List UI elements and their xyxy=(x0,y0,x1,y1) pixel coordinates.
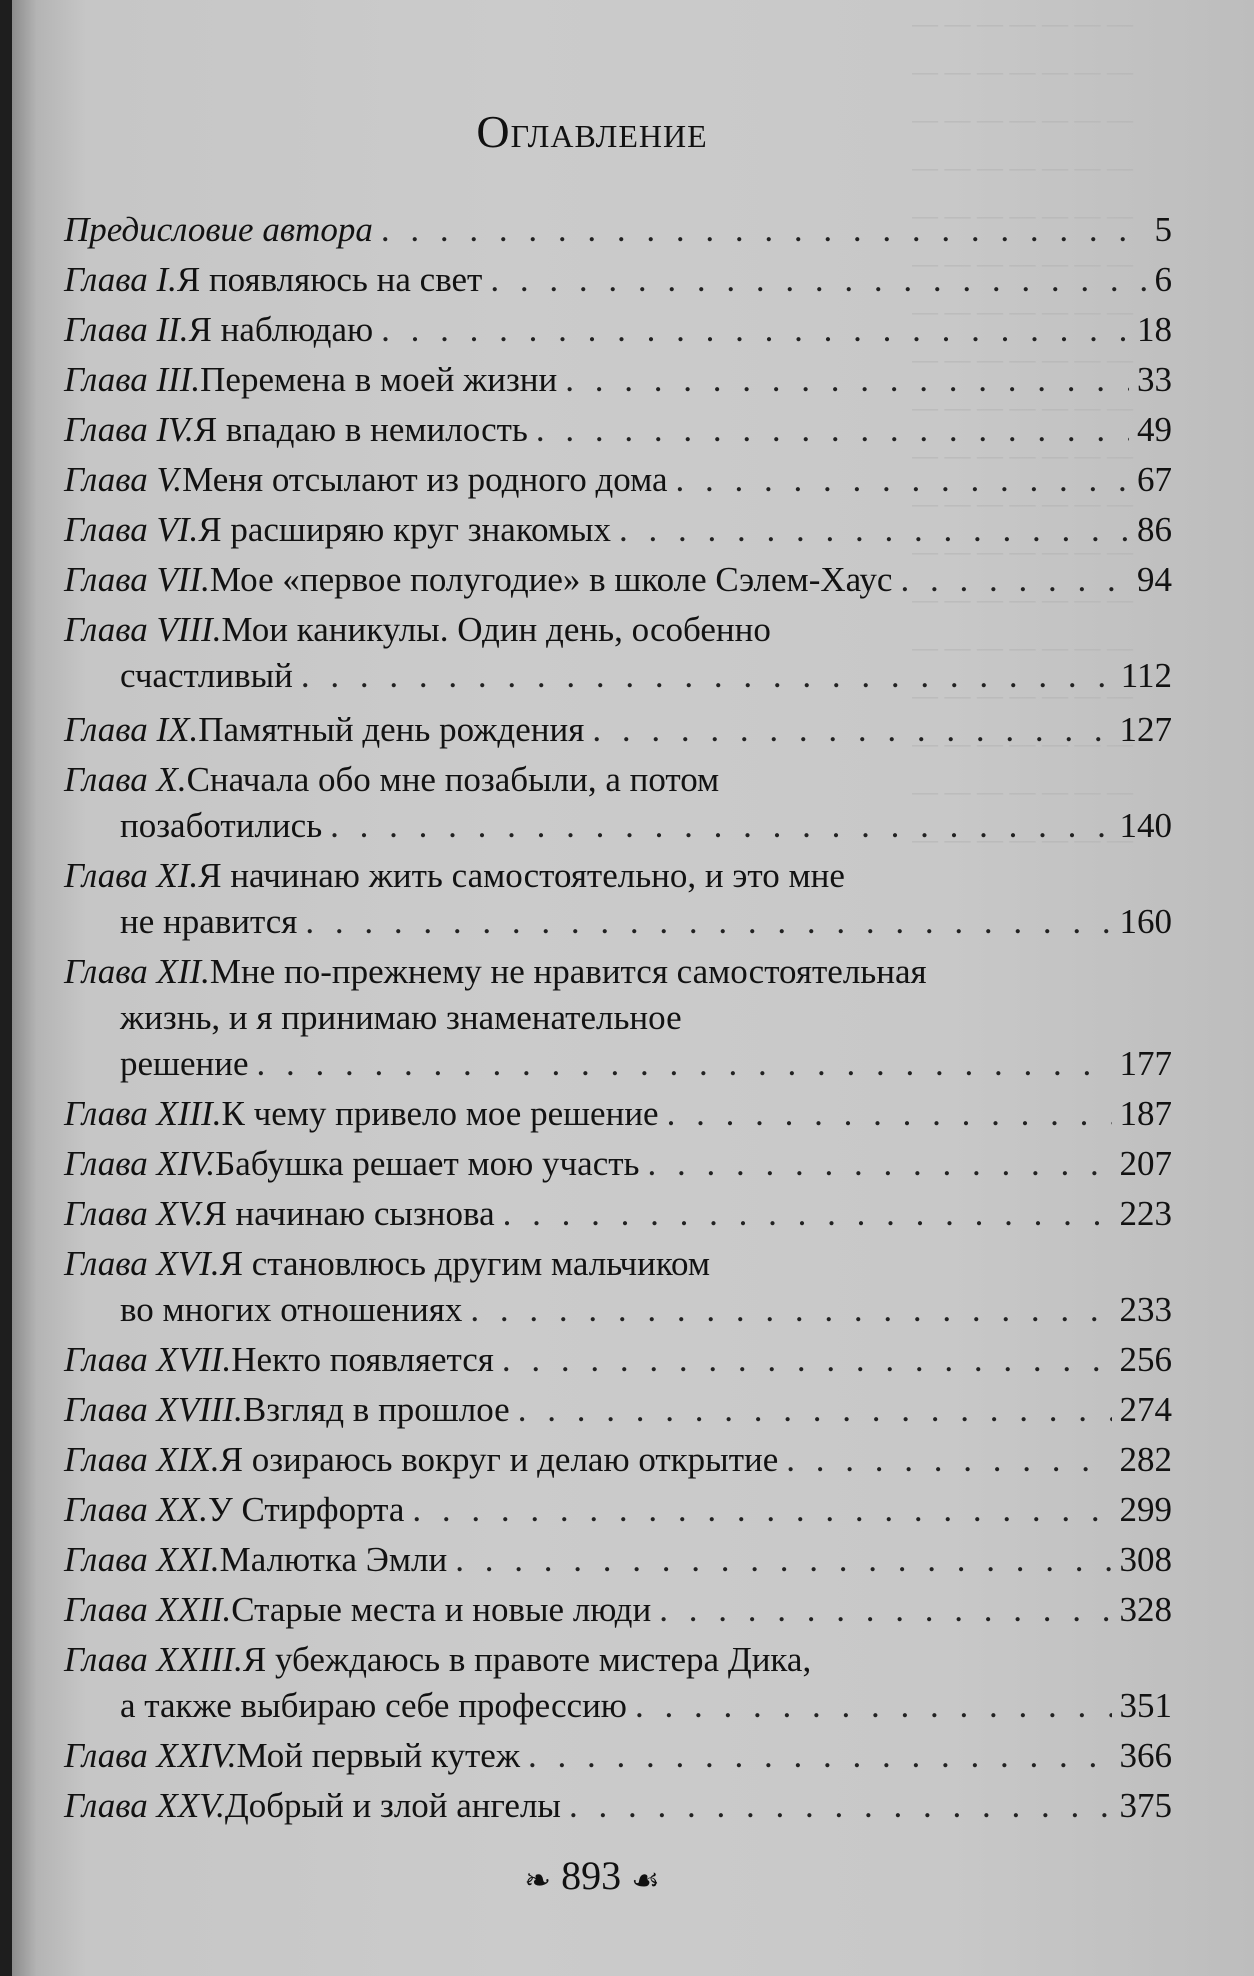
toc-entry[interactable] xyxy=(64,1487,1172,1533)
chapter-label: Предисловие автора xyxy=(64,210,373,249)
toc-entry[interactable] xyxy=(64,1437,1172,1483)
chapter-title: Старые места и новые люди xyxy=(231,1590,652,1629)
page-title: Оглавление xyxy=(476,106,708,157)
toc-entry[interactable] xyxy=(64,1241,1172,1333)
chapter-label: Глава XX. xyxy=(64,1490,208,1529)
toc-entry-line xyxy=(64,1733,1172,1779)
chapter-title: У Стирфорта xyxy=(207,1490,405,1529)
toc-entry[interactable] xyxy=(64,607,1172,699)
chapter-title: Я расширяю круг знакомых xyxy=(198,510,612,549)
chapter-title: Я начинаю сызнова xyxy=(203,1194,495,1233)
chapter-title: решение xyxy=(120,1044,249,1083)
toc-entry[interactable] xyxy=(64,757,1172,849)
chapter-title: жизнь, и я принимаю знаменательное xyxy=(120,998,682,1037)
dot-leader xyxy=(619,507,1129,553)
chapter-title: не нравится xyxy=(120,902,298,941)
dot-leader xyxy=(592,707,1111,753)
toc-entry-line xyxy=(64,457,1172,503)
chapter-label: Глава X. xyxy=(64,760,187,799)
dot-leader xyxy=(518,1387,1112,1433)
toc-entry-line xyxy=(64,803,1172,849)
toc-entry-line xyxy=(64,407,1172,453)
toc-entry-line xyxy=(64,1191,1172,1237)
toc-page-number: 366 xyxy=(1119,1736,1172,1775)
toc-entry-line xyxy=(64,1537,1172,1583)
dot-leader xyxy=(676,457,1129,503)
toc-entry-line xyxy=(64,1683,1172,1729)
toc-page-number: 5 xyxy=(1154,210,1172,249)
toc-page-number: 299 xyxy=(1119,1490,1172,1529)
toc-entry-line xyxy=(64,653,1172,699)
book-page xyxy=(12,0,1254,1976)
chapter-label: Глава XII. xyxy=(64,952,210,991)
chapter-title: Некто появляется xyxy=(231,1340,494,1379)
toc-entry-line xyxy=(64,1783,1172,1829)
toc-page-number: 140 xyxy=(1119,806,1172,845)
toc-entry[interactable] xyxy=(64,1191,1172,1237)
toc-entry[interactable] xyxy=(64,1637,1172,1729)
dot-leader xyxy=(569,1783,1112,1829)
dot-leader xyxy=(503,1191,1112,1237)
toc-entry[interactable] xyxy=(64,853,1172,945)
toc-entry-line xyxy=(64,1387,1172,1433)
toc-entry[interactable] xyxy=(64,207,1172,253)
chapter-label: Глава XV. xyxy=(64,1194,204,1233)
chapter-title: позаботились xyxy=(120,806,323,845)
chapter-title: Мой первый кутеж xyxy=(236,1736,521,1775)
chapter-label: Глава XXIV. xyxy=(64,1736,237,1775)
chapter-label: Глава IX. xyxy=(64,710,199,749)
chapter-title: Я появляюсь на свет xyxy=(176,260,483,299)
chapter-title: Малютка Эмли xyxy=(219,1540,448,1579)
dot-leader xyxy=(381,307,1129,353)
chapter-label: Глава XXI. xyxy=(64,1540,220,1579)
toc-entry[interactable] xyxy=(64,557,1172,603)
chapter-label: Глава XXII. xyxy=(64,1590,232,1629)
toc-entry[interactable] xyxy=(64,257,1172,303)
chapter-title: а также выбираю себе профессию xyxy=(120,1686,627,1725)
toc-entry-line xyxy=(64,1141,1172,1187)
chapter-label: Глава XXV. xyxy=(64,1786,225,1825)
dot-leader xyxy=(330,803,1111,849)
show-through-text: — — — — — — — — — — — — — — — — — — — — — — — — — — — — — — — — — — — — — — — — — — — — — — — — — — — — — — — — — — — — — — — — — — — — — — — — — — — — — — — — — — — — — — — — — — — — — — — — — — — — — — — — — — — — — — — — — — — — — — — — — — — — — — xyxy=(912,9,1133,854)
ornament-right-icon: ☙ xyxy=(631,1861,660,1898)
chapter-label: Глава V. xyxy=(64,460,183,499)
chapter-label: Глава XIV. xyxy=(64,1144,216,1183)
toc-entry-line xyxy=(64,257,1172,303)
toc-entry[interactable] xyxy=(64,949,1172,1087)
toc-entry[interactable] xyxy=(64,1783,1172,1829)
table-of-contents xyxy=(64,207,1172,1833)
toc-entry-line xyxy=(64,1091,1172,1137)
toc-entry[interactable] xyxy=(64,507,1172,553)
dot-leader xyxy=(565,357,1129,403)
chapter-label: Глава XVII. xyxy=(64,1340,232,1379)
chapter-title: Добрый и злой ангелы xyxy=(224,1786,561,1825)
toc-page-number: 112 xyxy=(1120,656,1172,695)
toc-entry[interactable] xyxy=(64,1337,1172,1383)
chapter-title: Я убеждаюсь в правоте мистера Дика, xyxy=(242,1640,812,1679)
dot-leader xyxy=(490,257,1146,303)
chapter-title: Бабушка решает мою участь xyxy=(215,1144,640,1183)
toc-page-number: 160 xyxy=(1119,902,1172,941)
chapter-title: Я становлюсь другим мальчиком xyxy=(219,1244,711,1283)
toc-entry[interactable] xyxy=(64,1141,1172,1187)
dot-leader xyxy=(900,557,1129,603)
toc-entry-line xyxy=(64,1437,1172,1483)
dot-leader xyxy=(257,1041,1112,1087)
toc-page-number: 6 xyxy=(1154,260,1172,299)
toc-entry[interactable] xyxy=(64,1733,1172,1779)
toc-entry-line xyxy=(64,1287,1172,1333)
toc-entry-line xyxy=(64,853,1172,899)
chapter-title: Мое «первое полугодие» в школе Сэлем-Хаус xyxy=(209,560,893,599)
chapter-title: Мне по-прежнему не нравится самостоятельная xyxy=(209,952,927,991)
chapter-title: Меня отсылают из родного дома xyxy=(182,460,668,499)
toc-entry-line xyxy=(64,899,1172,945)
chapter-title: Памятный день рождения xyxy=(198,710,585,749)
toc-entry-line xyxy=(64,949,1172,995)
toc-entry-line xyxy=(64,1637,1172,1683)
toc-page-number: 127 xyxy=(1119,710,1172,749)
page-footer xyxy=(12,1852,1172,1899)
toc-entry-line xyxy=(64,707,1172,753)
chapter-label: Глава XIX. xyxy=(64,1440,220,1479)
chapter-title: Я наблюдаю xyxy=(188,310,374,349)
dot-leader xyxy=(786,1437,1111,1483)
toc-page-number: 86 xyxy=(1137,510,1172,549)
chapter-title: Я озираюсь вокруг и делаю открытие xyxy=(219,1440,779,1479)
chapter-label: Глава II. xyxy=(64,310,189,349)
toc-page-number: 308 xyxy=(1119,1540,1172,1579)
toc-entry-line xyxy=(64,995,1172,1041)
chapter-label: Глава XVI. xyxy=(64,1244,220,1283)
toc-page-number: 177 xyxy=(1119,1044,1172,1083)
toc-page-number: 49 xyxy=(1137,410,1172,449)
toc-page-number: 18 xyxy=(1137,310,1172,349)
chapter-label: Глава XI. xyxy=(64,856,199,895)
chapter-label: Глава VII. xyxy=(64,560,210,599)
toc-page-number: 351 xyxy=(1119,1686,1172,1725)
toc-entry-line xyxy=(64,1241,1172,1287)
toc-page-number: 375 xyxy=(1119,1786,1172,1825)
toc-page-number: 328 xyxy=(1119,1590,1172,1629)
toc-entry[interactable] xyxy=(64,707,1172,753)
chapter-title: во многих отношениях xyxy=(120,1290,463,1329)
toc-page-number: 33 xyxy=(1137,360,1172,399)
toc-entry[interactable] xyxy=(64,357,1172,403)
dot-leader xyxy=(470,1287,1111,1333)
toc-entry[interactable] xyxy=(64,1091,1172,1137)
toc-entry-line xyxy=(64,207,1172,253)
dot-leader xyxy=(381,207,1147,253)
dot-leader xyxy=(502,1337,1112,1383)
toc-entry[interactable] xyxy=(64,307,1172,353)
toc-entry-line xyxy=(64,607,1172,653)
toc-page-number: 67 xyxy=(1137,460,1172,499)
dot-leader xyxy=(301,653,1113,699)
chapter-title: Перемена в моей жизни xyxy=(200,360,558,399)
toc-entry-line xyxy=(64,1041,1172,1087)
dot-leader xyxy=(667,1091,1112,1137)
dot-leader xyxy=(659,1587,1111,1633)
chapter-title: Взгляд в прошлое xyxy=(242,1390,510,1429)
chapter-title: Мои каникулы. Один день, особенно xyxy=(221,610,771,649)
chapter-title: К чему привело мое решение xyxy=(221,1094,659,1133)
toc-entry[interactable] xyxy=(64,1387,1172,1433)
toc-entry-line xyxy=(64,507,1172,553)
toc-page-number: 223 xyxy=(1119,1194,1172,1233)
toc-entry-line xyxy=(64,1337,1172,1383)
dot-leader xyxy=(455,1537,1111,1583)
chapter-label: Глава VI. xyxy=(64,510,199,549)
page-number: 893 xyxy=(561,1853,622,1898)
chapter-label: Глава IV. xyxy=(64,410,194,449)
dot-leader xyxy=(536,407,1129,453)
toc-entry-line xyxy=(64,757,1172,803)
chapter-label: Глава I. xyxy=(64,260,177,299)
toc-entry-line xyxy=(64,307,1172,353)
dot-leader xyxy=(635,1683,1112,1729)
toc-entry[interactable] xyxy=(64,407,1172,453)
toc-entry-line xyxy=(64,357,1172,403)
ornament-left-icon: ❧ xyxy=(524,1861,552,1898)
toc-entry-line xyxy=(64,557,1172,603)
toc-entry-line xyxy=(64,1587,1172,1633)
chapter-label: Глава III. xyxy=(64,360,201,399)
toc-entry-line xyxy=(64,1487,1172,1533)
chapter-title: счастливый xyxy=(120,656,293,695)
toc-entry[interactable] xyxy=(64,1587,1172,1633)
chapter-label: Глава VIII. xyxy=(64,610,222,649)
chapter-label: Глава XXIII. xyxy=(64,1640,243,1679)
toc-page-number: 274 xyxy=(1119,1390,1172,1429)
toc-page-number: 94 xyxy=(1137,560,1172,599)
dot-leader xyxy=(305,899,1111,945)
chapter-title: Я впадаю в немилость xyxy=(193,410,528,449)
dot-leader xyxy=(412,1487,1111,1533)
toc-page-number: 233 xyxy=(1119,1290,1172,1329)
chapter-title: Я начинаю жить самостоятельно, и это мне xyxy=(198,856,845,895)
toc-page-number: 282 xyxy=(1119,1440,1172,1479)
toc-page-number: 256 xyxy=(1119,1340,1172,1379)
chapter-label: Глава XIII. xyxy=(64,1094,222,1133)
toc-page-number: 207 xyxy=(1119,1144,1172,1183)
dot-leader xyxy=(648,1141,1112,1187)
dot-leader xyxy=(528,1733,1111,1779)
toc-entry[interactable] xyxy=(64,457,1172,503)
toc-page-number: 187 xyxy=(1119,1094,1172,1133)
toc-entry[interactable] xyxy=(64,1537,1172,1583)
chapter-label: Глава XVIII. xyxy=(64,1390,243,1429)
chapter-title: Сначала обо мне позабыли, а потом xyxy=(186,760,720,799)
